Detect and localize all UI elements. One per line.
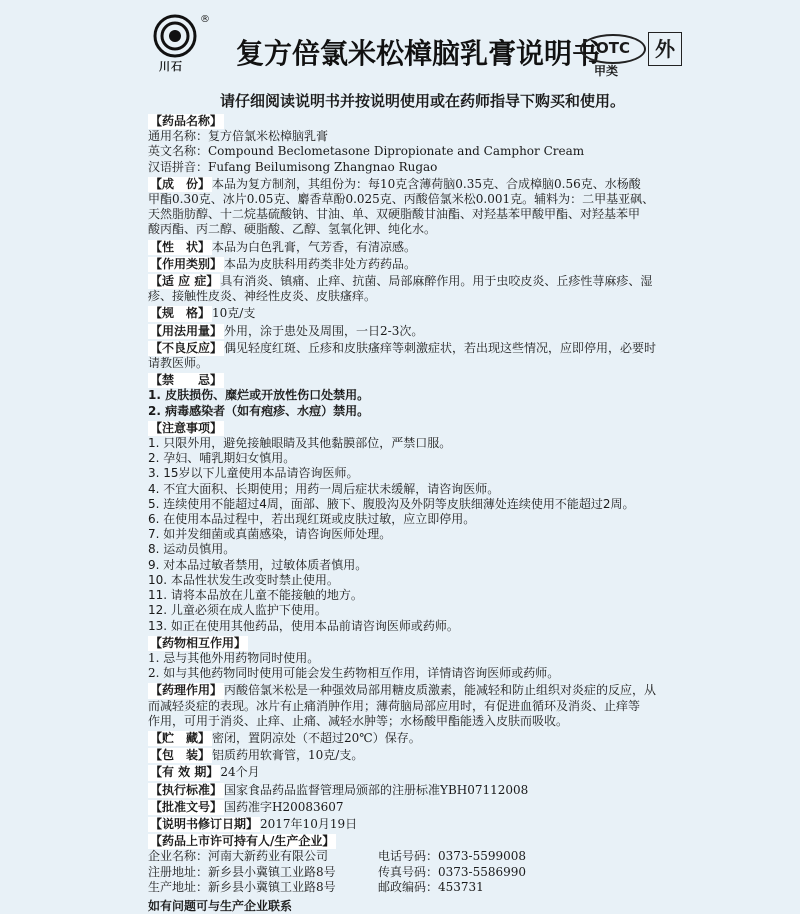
section-text: 丙酸倍氯米松是一种强效局部用糖皮质激素，能减轻和防止组织对炎症的反应，从	[224, 683, 657, 698]
section-text: 疹、接触性皮炎、神经性皮炎、皮肤瘙痒。	[148, 289, 377, 304]
section-heading: 【说明书修订日期】	[150, 816, 259, 831]
section-text: 密闭，置阴凉处（不超过20℃）保存。	[212, 730, 421, 745]
section-validity	[148, 765, 688, 780]
list-item: 9. 对本品过敏者禁用，过敏体质者慎用。	[148, 557, 368, 572]
section-text: 外用，涂于患处及周围，一日2-3次。	[224, 323, 424, 338]
section-heading: 【适 应 症】	[150, 274, 219, 289]
company-postcode: 邮政编码：453731	[378, 879, 484, 894]
section-composition	[148, 177, 688, 238]
section-company	[148, 834, 688, 895]
logo-brand-text: 川石	[159, 60, 183, 73]
list-item: 6. 在使用本品过程中，若出现红斑或皮肤过敏，应立即停用。	[148, 512, 476, 527]
section-storage	[148, 731, 688, 746]
list-item: 11. 请将本品放在儿童不能接触的地方。	[148, 588, 363, 603]
list-item: 1. 忌与其他外用药物同时使用。	[148, 650, 320, 665]
external-use-badge: 外	[648, 32, 682, 66]
composition-line: 天然脂肪醇、十二烷基硫酸钠、甘油、单、双硬脂酸甘油酯、对羟基苯甲酸甲酯、对羟基苯甲	[148, 207, 641, 222]
section-heading: 【贮 藏】	[150, 730, 211, 745]
company-row	[148, 865, 688, 880]
company-name: 企业名称：河南大新药业有限公司	[148, 849, 329, 864]
section-text: 本品为皮肤科用药类非处方药药品。	[224, 256, 417, 271]
section-pharmacology	[148, 683, 688, 729]
company-fax: 传真号码：0373-5586990	[378, 864, 527, 879]
section-heading: 【成 份】	[150, 176, 211, 191]
list-item: 4. 不宜大面积、长期使用；用药一周后症状未缓解，请咨询医师。	[148, 481, 500, 496]
otc-badge: OTC	[580, 34, 646, 64]
list-item: 1. 只限外用，避免接触眼睛及其他黏膜部位，严禁口服。	[148, 436, 452, 451]
section-category	[148, 257, 688, 272]
section-text: 10克/支	[212, 306, 256, 321]
list-item: 1. 皮肤损伤、糜烂或开放性伤口处禁用。	[148, 388, 370, 403]
section-heading: 【禁 忌】	[150, 373, 223, 388]
section-text: 而减轻炎症的表现。冰片有止痛消肿作用；薄荷脑局部应用时，有促进血循环及消炎、止痒等	[148, 698, 641, 713]
section-text: 国药准字H20083607	[224, 799, 344, 814]
composition-line: 甲酯0.30克、冰片0.05克、麝香草酚0.025克、丙酸倍氯米松0.001克。辅料为：二甲基亚砜、	[148, 192, 655, 207]
section-text: 2017年10月19日	[260, 816, 358, 831]
company-reg-address: 注册地址：新乡县小冀镇工业路8号	[148, 864, 336, 879]
section-usage	[148, 324, 688, 339]
company-prod-address: 生产地址：新乡县小冀镇工业路8号	[148, 879, 336, 894]
section-heading: 【用法用量】	[150, 323, 223, 338]
section-text: 铝质药用软膏管，10克/支。	[212, 748, 364, 763]
leaflet-body	[148, 112, 688, 914]
section-heading: 【药物相互作用】	[150, 635, 247, 650]
company-phone: 电话号码：0373-5599008	[378, 849, 527, 864]
english-name: 英文名称：Compound Beclometasone Dipropionate and Camphor Cream	[148, 144, 585, 159]
section-heading: 【药品名称】	[150, 114, 223, 128]
list-item: 7. 如并发细菌或真菌感染，请咨询医师处理。	[148, 527, 392, 542]
section-heading: 【药品上市许可持有人/生产企业】	[150, 834, 335, 849]
list-item: 10. 本品性状发生改变时禁止使用。	[148, 572, 339, 587]
section-name	[148, 114, 688, 175]
section-revision	[148, 817, 688, 832]
company-logo	[150, 14, 210, 73]
section-text: 请教医师。	[148, 356, 209, 371]
section-heading: 【包 装】	[150, 748, 211, 763]
section-heading: 【有 效 期】	[150, 765, 219, 780]
section-text: 国家食品药品监督管理局颁部的注册标准YBH07112008	[224, 782, 529, 797]
section-heading: 【批准文号】	[150, 799, 223, 814]
section-approval	[148, 800, 688, 815]
section-heading: 【不良反应】	[150, 340, 223, 355]
list-item: 2. 病毒感染者（如有疱疹、水痘）禁用。	[148, 403, 370, 418]
section-text: 偶见轻度红斑、丘疹和皮肤瘙痒等刺激症状，若出现这些情况，应即停用，必要时	[224, 340, 657, 355]
company-row	[148, 849, 688, 864]
section-text: 本品为白色乳膏，气芳香，有清凉感。	[212, 239, 417, 254]
composition-line: 本品为复方制剂，其组份为：每10克含薄荷脑0.35克、合成樟脑0.56克、水杨酸	[212, 176, 641, 191]
section-text: 24个月	[220, 765, 260, 780]
footer-note: 如有问题可与生产企业联系	[148, 898, 293, 913]
company-row	[148, 880, 688, 895]
list-item: 2. 孕妇、哺乳期妇女慎用。	[148, 451, 296, 466]
document-title: 复方倍氯米松樟脑乳膏说明书	[236, 37, 601, 70]
otc-class: 甲类	[594, 64, 619, 78]
list-item: 2. 如与其他药物同时使用可能会发生药物相互作用，详情请咨询医师或药师。	[148, 666, 560, 681]
composition-line: 酸丙酯、丙二醇、硬脂酸、乙醇、氢氧化钾、纯化水。	[148, 222, 437, 237]
section-properties	[148, 240, 688, 255]
section-standard	[148, 783, 688, 798]
section-package	[148, 748, 688, 763]
section-heading: 【注意事项】	[150, 420, 223, 435]
instruction-notice: 请仔细阅读说明书并按说明使用或在药师指导下购买和使用。	[220, 92, 626, 110]
section-precautions	[148, 421, 688, 634]
list-item: 5. 连续使用不能超过4周，面部、腋下、腹股沟及外阴等皮肤细薄处连续使用不能超过2周。	[148, 496, 635, 511]
section-heading: 【规 格】	[150, 306, 211, 321]
pinyin-name: 汉语拼音：Fufang Beilumisong Zhangnao Rugao	[148, 159, 438, 174]
section-heading: 【执行标准】	[150, 782, 223, 797]
section-heading: 【作用类别】	[150, 256, 223, 271]
section-spec	[148, 306, 688, 321]
section-adverse	[148, 341, 688, 371]
section-interactions	[148, 636, 688, 682]
list-item: 12. 儿童必须在成人监护下使用。	[148, 603, 327, 618]
generic-name: 通用名称：复方倍氯米松樟脑乳膏	[148, 129, 329, 144]
logo-mark-icon	[150, 14, 200, 58]
section-heading: 【药理作用】	[150, 683, 223, 698]
section-heading: 【性 状】	[150, 239, 211, 254]
list-item: 3. 15岁以下儿童使用本品请咨询医师。	[148, 466, 359, 481]
section-text: 具有消炎、镇痛、止痒、抗菌、局部麻醉作用。用于虫咬皮炎、丘疹性荨麻疹、湿	[220, 274, 653, 289]
list-item: 13. 如正在使用其他药品，使用本品前请咨询医师或药师。	[148, 618, 459, 633]
section-contraindications	[148, 373, 688, 419]
section-indications	[148, 274, 688, 304]
registered-mark: ®	[200, 14, 210, 25]
section-text: 作用，可用于消炎、止痒、止痛、减轻水肿等；水杨酸甲酯能透入皮肤而吸收。	[148, 713, 569, 728]
list-item: 8. 运动员慎用。	[148, 542, 236, 557]
